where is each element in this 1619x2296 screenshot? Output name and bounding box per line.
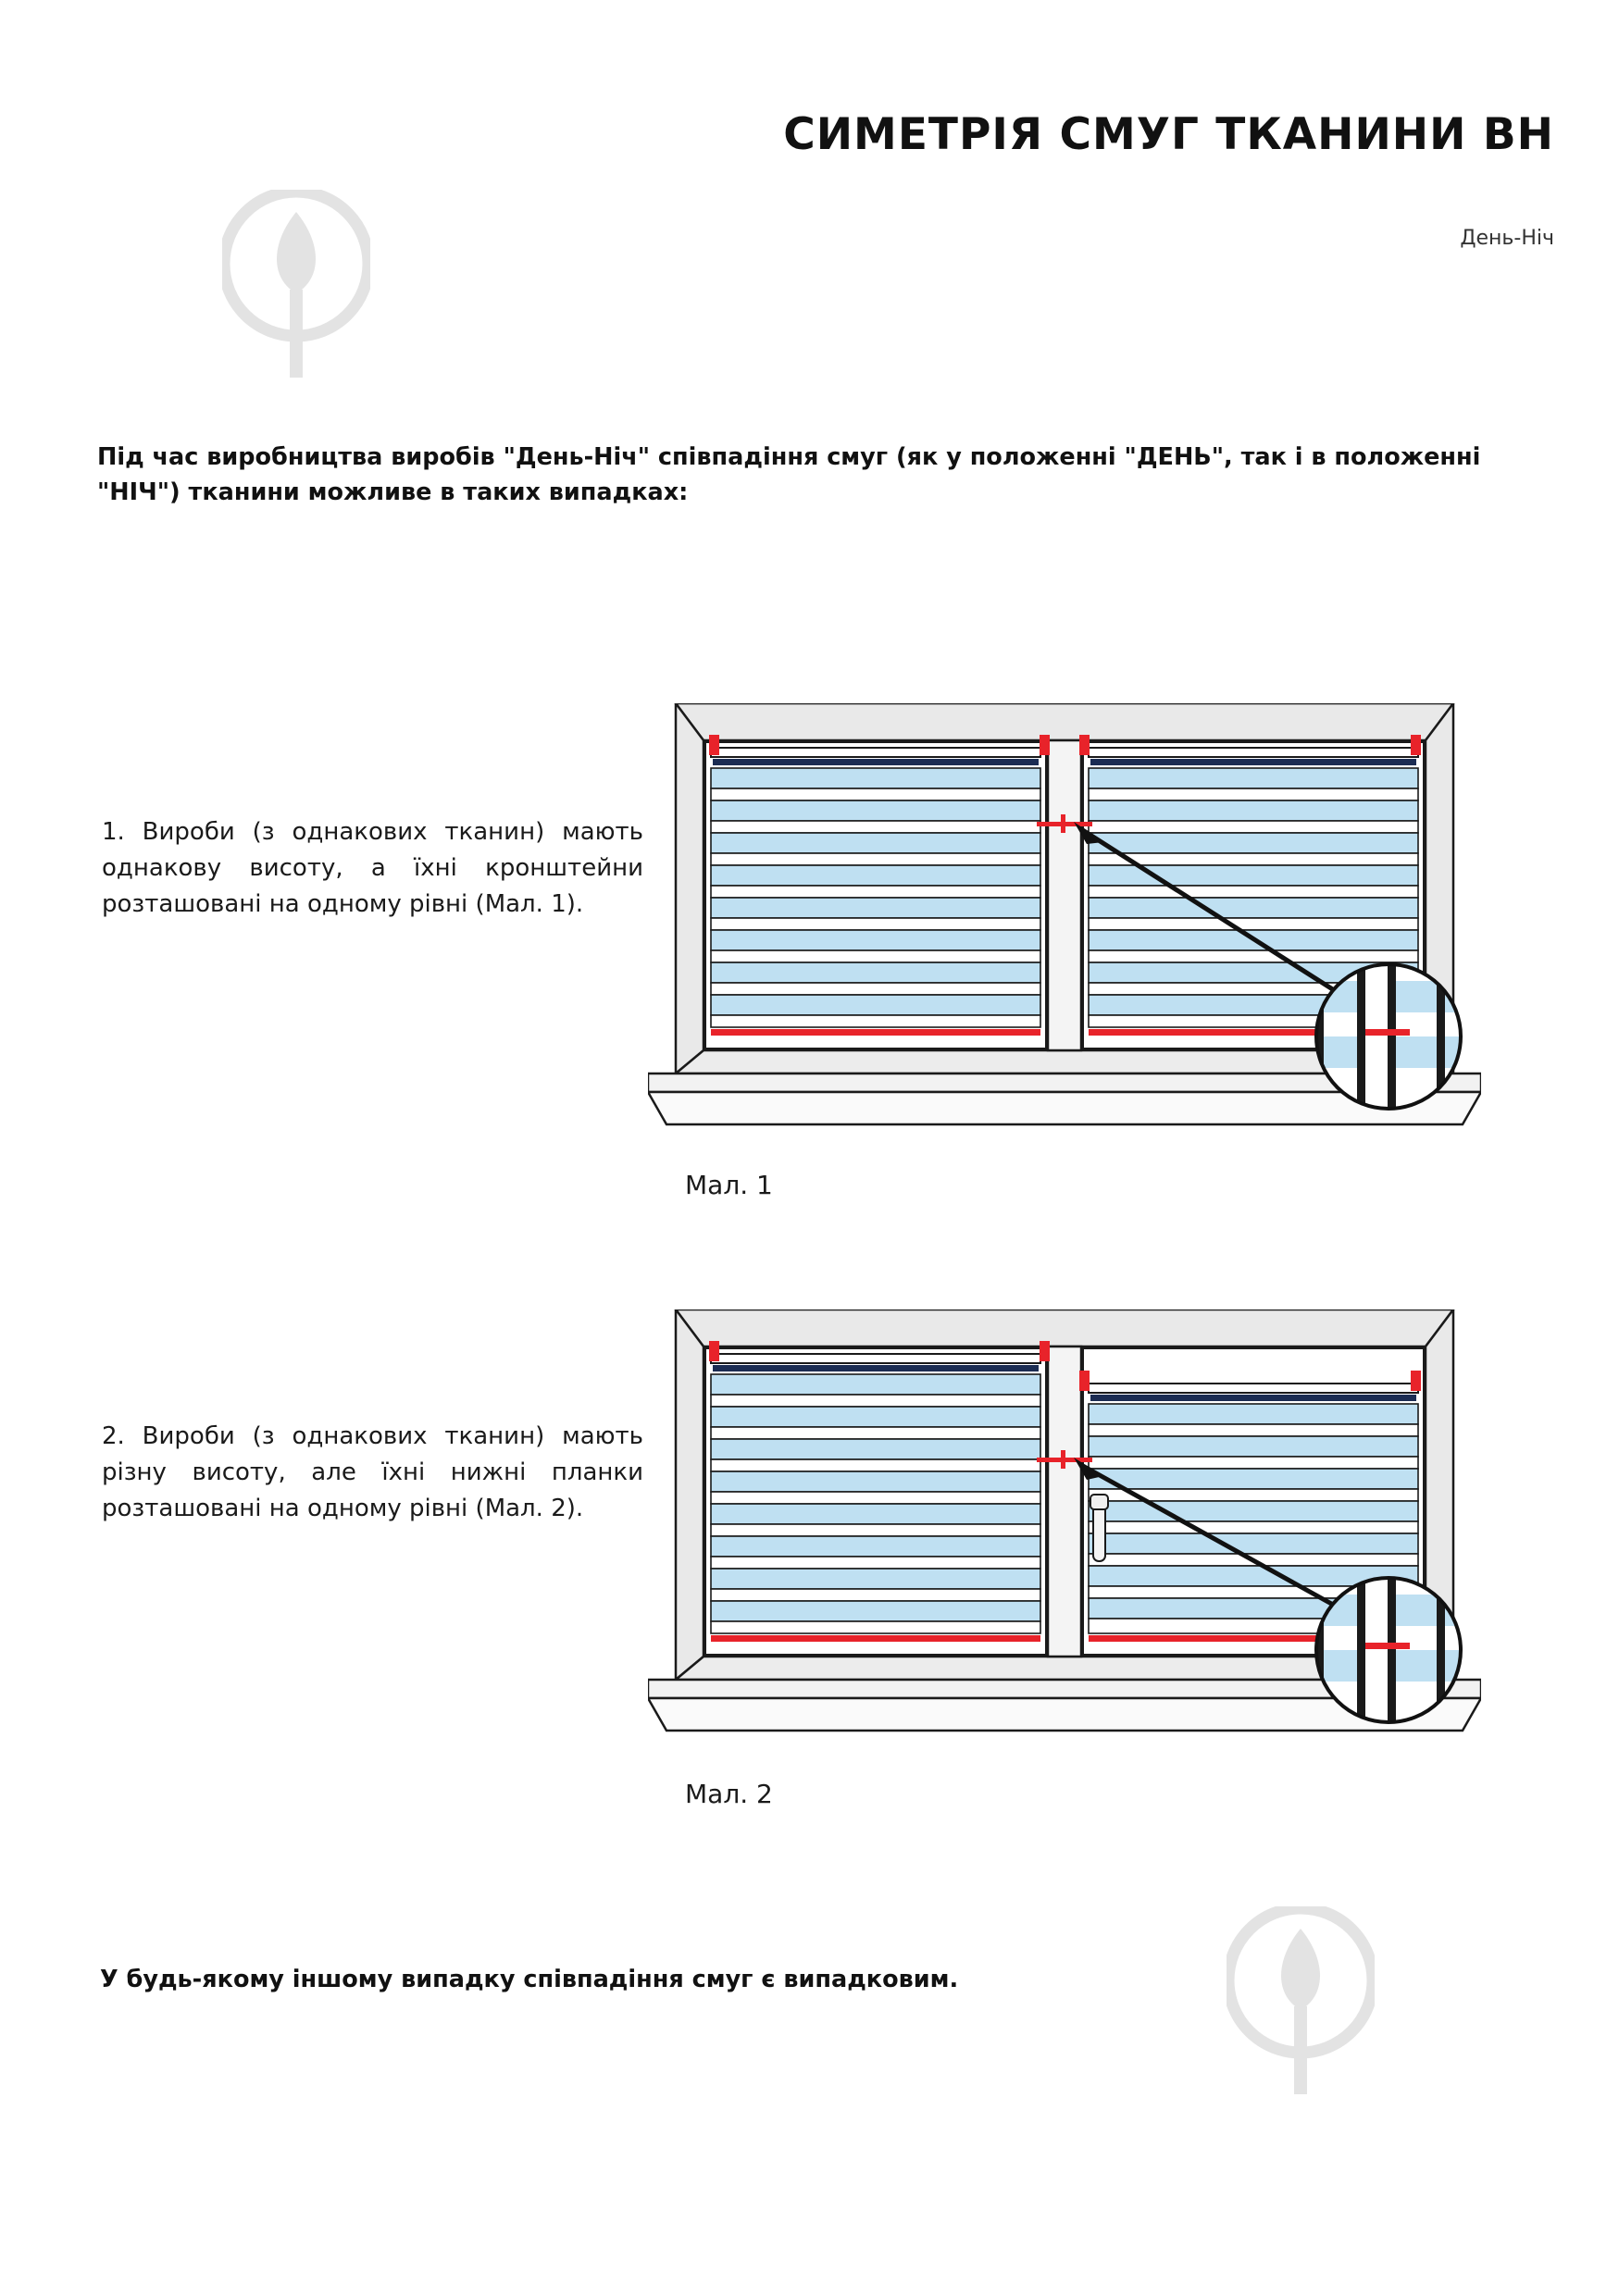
bracket-marker — [1040, 735, 1050, 755]
item-2-paragraph: 2. Вироби (з однакових тканин) мають різну висоту, але їхні нижні планки розташовані на одному рівні (Мал. 2). — [102, 1422, 643, 1522]
page-subtitle: День-Ніч — [1460, 227, 1554, 250]
detail-magnifier — [1316, 964, 1461, 1109]
window-blinds-diagram-2 — [648, 1309, 1481, 1791]
watermark-logo-bottom — [1227, 1906, 1375, 2096]
watermark-logo-top — [222, 190, 370, 379]
shield-leaf-logo-icon — [222, 190, 370, 379]
bracket-marker — [1411, 1371, 1421, 1391]
item-1-paragraph: 1. Вироби (з однакових тканин) мають однакову висоту, а їхні кронштейни розташовані на одному рівні (Мал. 1). — [102, 818, 643, 918]
bracket-marker — [709, 735, 719, 755]
bracket-marker — [1079, 735, 1090, 755]
window-blinds-diagram-1 — [648, 703, 1481, 1185]
figure-1-caption: Мал. 1 — [685, 1170, 773, 1200]
intro-paragraph: Під час виробництва виробів "День-Ніч" співпадіння смуг (як у положенні "ДЕНЬ", так і в положенні "НІЧ") тканини можливе в таких випадках: — [97, 443, 1481, 507]
shield-leaf-logo-icon — [1227, 1906, 1375, 2096]
figure-2-caption: Мал. 2 — [685, 1779, 773, 1809]
bracket-marker — [1079, 1371, 1090, 1391]
bracket-marker — [709, 1341, 719, 1361]
closing-paragraph: У будь-якому іншому випадку співпадіння смуг є випадковим. — [100, 1966, 959, 1993]
page-title: СИМЕТРІЯ СМУГ ТКАНИНИ ВН — [783, 109, 1554, 160]
window-handle-icon — [1090, 1495, 1108, 1561]
bracket-marker — [1411, 735, 1421, 755]
bracket-marker — [1040, 1341, 1050, 1361]
figure-1 — [648, 703, 1481, 1188]
figure-2 — [648, 1309, 1481, 1794]
detail-magnifier — [1316, 1578, 1461, 1722]
